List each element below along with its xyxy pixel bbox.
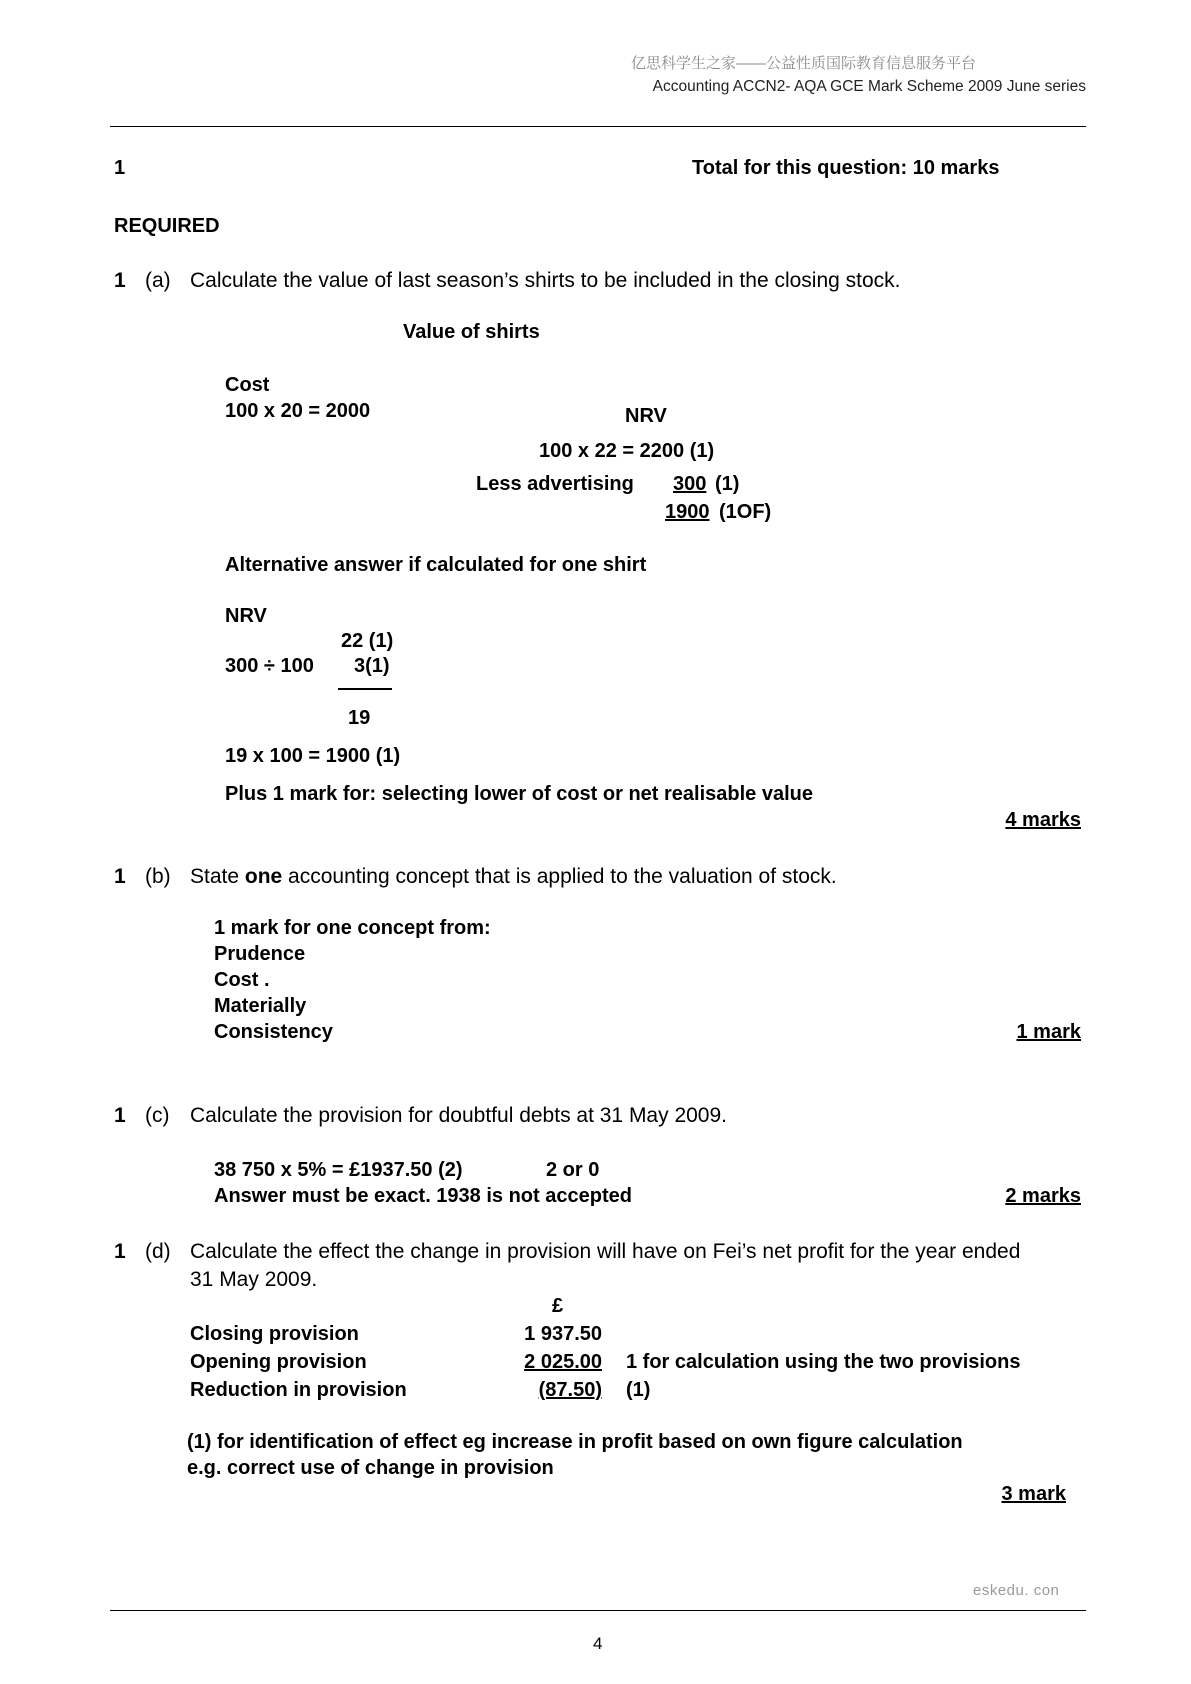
alternative-19: 19 [348, 707, 371, 729]
alternative-22: 22 (1) [341, 630, 394, 652]
header-rule [110, 126, 1086, 127]
alternative-result: 19 x 100 = 1900 (1) [225, 745, 401, 767]
header-doc-title: Accounting ACCN2- AQA GCE Mark Scheme 2009 June series [652, 78, 1086, 95]
part-c-question: Calculate the provision for doubtful debts at 31 May 2009. [190, 1104, 727, 1127]
part-c-marks: 2 marks [1005, 1185, 1081, 1207]
provision-row-value: 2 025.00 [524, 1351, 602, 1373]
less-advertising-label: Less advertising [476, 473, 634, 495]
required-heading: REQUIRED [114, 215, 220, 237]
alternative-division: 300 ÷ 100 [225, 655, 314, 677]
provision-row-note: (1) [626, 1379, 651, 1401]
alternative-3: 3(1) [354, 655, 390, 677]
alternative-nrv-label: NRV [225, 605, 267, 627]
part-a-number: 1 [114, 269, 126, 292]
nrv-label: NRV [625, 405, 667, 427]
provision-row-label: Reduction in provision [190, 1379, 407, 1401]
part-d-question-line-2: 31 May 2009. [190, 1268, 318, 1291]
cost-calculation: 100 x 20 = 2000 [225, 400, 371, 422]
effect-note-line-1: (1) for identification of effect eg increase in profit based on own figure calculation [187, 1431, 963, 1453]
provision-row-label: Opening provision [190, 1351, 367, 1373]
plus-mark-note: Plus 1 mark for: selecting lower of cost or net realisable value [225, 783, 813, 805]
cost-label: Cost [225, 374, 270, 396]
page-number: 4 [593, 1634, 603, 1653]
provision-row-value: (87.50) [538, 1379, 602, 1401]
part-c-two-or-zero: 2 or 0 [546, 1159, 600, 1181]
less-advertising-mark: (1) [715, 473, 740, 495]
concept-option: Consistency [214, 1021, 333, 1043]
concept-option: Prudence [214, 943, 306, 965]
part-d-label: (d) [145, 1240, 171, 1263]
part-b-marks: 1 mark [1016, 1021, 1081, 1043]
effect-note-line-2: e.g. correct use of change in provision [187, 1457, 554, 1479]
part-b-question: State one accounting concept that is applied to the valuation of stock. [190, 865, 837, 888]
provision-row-value: 1 937.50 [524, 1323, 602, 1345]
part-a-label: (a) [145, 269, 171, 292]
question-total: Total for this question: 10 marks [692, 157, 1000, 179]
part-a-marks: 4 marks [1005, 809, 1081, 831]
alternative-rule [338, 688, 392, 690]
part-c-number: 1 [114, 1104, 126, 1127]
nrv-line-1: 100 x 22 = 2200 (1) [539, 440, 715, 462]
nrv-result-value: 1900 [665, 501, 710, 523]
part-c-calculation: 38 750 x 5% = £1937.50 (2) [214, 1159, 463, 1181]
provision-row-note: 1 for calculation using the two provisions [626, 1351, 1021, 1373]
part-d-marks: 3 mark [1001, 1483, 1066, 1505]
part-d-number: 1 [114, 1240, 126, 1263]
header-site-title: 亿思科学生之家——公益性质国际教育信息服务平台 [630, 55, 976, 72]
concept-option: Cost . [214, 969, 270, 991]
part-a-question: Calculate the value of last season’s shirts to be included in the closing stock. [190, 269, 901, 292]
part-c-note: Answer must be exact. 1938 is not accepted [214, 1185, 632, 1207]
currency-heading: £ [552, 1295, 564, 1317]
question-number: 1 [114, 157, 126, 179]
part-c-label: (c) [145, 1104, 170, 1127]
provision-row-label: Closing provision [190, 1323, 359, 1345]
alternative-heading: Alternative answer if calculated for one shirt [225, 554, 647, 576]
less-advertising-value: 300 [673, 473, 707, 495]
part-b-label: (b) [145, 865, 171, 888]
nrv-result-mark: (1OF) [719, 501, 772, 523]
part-b-number: 1 [114, 865, 126, 888]
part-d-question-line-1: Calculate the effect the change in provision will have on Fei’s net profit for the year ended [190, 1240, 1021, 1263]
concept-option: Materially [214, 995, 307, 1017]
part-b-intro: 1 mark for one concept from: [214, 917, 491, 939]
watermark: eskedu. con [973, 1582, 1060, 1599]
value-of-shirts-heading: Value of shirts [403, 321, 540, 343]
footer-rule [110, 1610, 1086, 1611]
